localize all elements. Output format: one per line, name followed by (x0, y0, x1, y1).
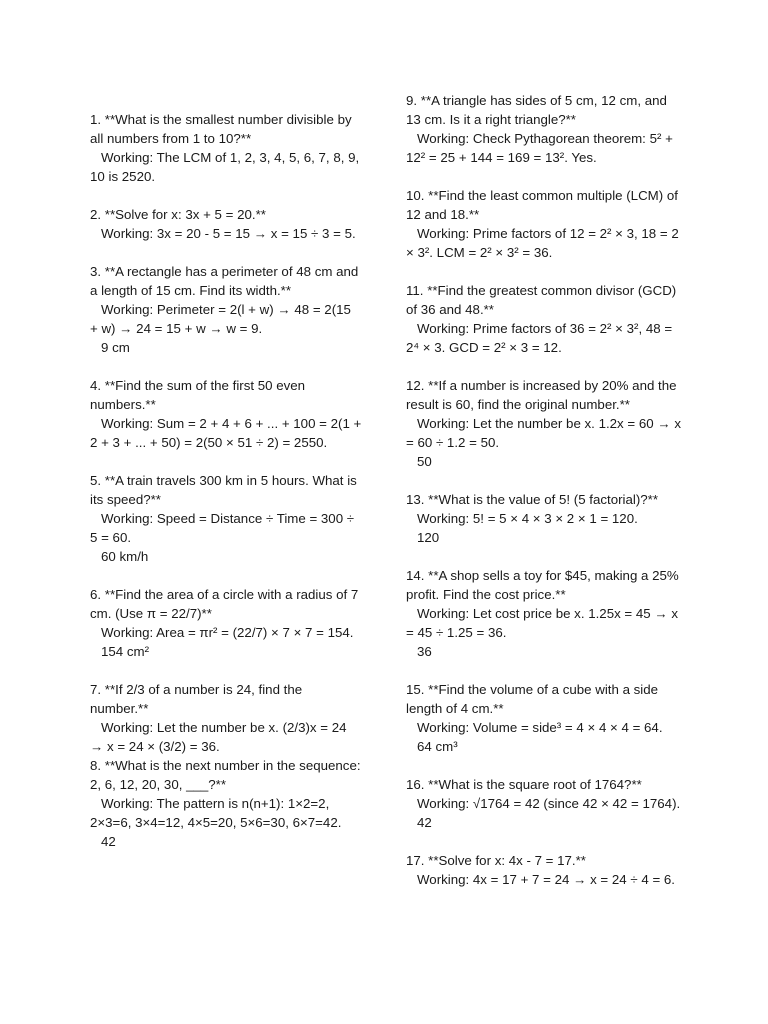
problem-5 (90, 471, 362, 566)
working-text: Working: Sum = 2 + 4 + 6 + ... + 100 = 2(1 + 2 + 3 + ... + 50) = 2(50 × 51 ÷ 2) = 2550. (90, 416, 362, 450)
question-text: 11. **Find the greatest common divisor (GCD) of 36 and 48.** (406, 283, 677, 317)
answer-text: 120 (417, 530, 440, 545)
working-text: Working: Perimeter = 2(l + w) → 48 = 2(15 + w) → 24 = 15 + w → w = 9. (90, 302, 351, 336)
working-text: Working: Area = πr² = (22/7) × 7 × 7 = 154. (101, 625, 354, 640)
problem-15 (406, 680, 682, 756)
question-text: 13. **What is the value of 5! (5 factorial)?** (406, 492, 659, 507)
right-column (406, 91, 682, 908)
answer-text: 154 cm² (101, 644, 150, 659)
working-text: Working: 5! = 5 × 4 × 3 × 2 × 1 = 120. (417, 511, 638, 526)
question-text: 9. **A triangle has sides of 5 cm, 12 cm, and 13 cm. Is it a right triangle?** (406, 93, 667, 127)
problem-4 (90, 376, 362, 452)
question-text: 16. **What is the square root of 1764?** (406, 777, 642, 792)
working-text: Working: 3x = 20 - 5 = 15 → x = 15 ÷ 3 = 5. (101, 226, 356, 241)
problem-14 (406, 566, 682, 661)
answer-text: 36 (417, 644, 432, 659)
problem-9 (406, 91, 682, 167)
question-text: 6. **Find the area of a circle with a radius of 7 cm. (Use π = 22/7)** (90, 587, 359, 621)
question-text: 10. **Find the least common multiple (LCM) of 12 and 18.** (406, 188, 678, 222)
working-text: Working: Speed = Distance ÷ Time = 300 ÷ 5 = 60. (90, 511, 355, 545)
question-text: 1. **What is the smallest number divisible by all numbers from 1 to 10?** (90, 112, 352, 146)
problem-16 (406, 775, 682, 832)
problem-17 (406, 851, 682, 889)
question-text: 14. **A shop sells a toy for $45, making a 25% profit. Find the cost price.** (406, 568, 679, 602)
problem-11 (406, 281, 682, 357)
problem-6 (90, 585, 362, 661)
working-text: Working: Let the number be x. 1.2x = 60 → x = 60 ÷ 1.2 = 50. (406, 416, 681, 450)
question-text: 15. **Find the volume of a cube with a side length of 4 cm.** (406, 682, 659, 716)
answer-text: 42 (417, 815, 432, 830)
answer-text: 9 cm (101, 340, 130, 355)
working-text: Working: Prime factors of 12 = 2² × 3, 18 = 2 × 3². LCM = 2² × 3² = 36. (406, 226, 679, 260)
working-text: Working: Check Pythagorean theorem: 5² + 12² = 25 + 144 = 169 = 13². Yes. (406, 131, 673, 165)
question-text: 8. **What is the next number in the sequence: 2, 6, 12, 20, 30, ___?** (90, 758, 361, 792)
answer-text: 42 (101, 834, 116, 849)
problem-7 (90, 680, 362, 756)
question-text: 2. **Solve for x: 3x + 5 = 20.** (90, 207, 266, 222)
working-text: Working: Let the number be x. (2/3)x = 24 → x = 24 × (3/2) = 36. (90, 720, 347, 754)
question-text: 5. **A train travels 300 km in 5 hours. What is its speed?** (90, 473, 357, 507)
answer-text: 50 (417, 454, 432, 469)
question-text: 17. **Solve for x: 4x - 7 = 17.** (406, 853, 586, 868)
problem-13 (406, 490, 682, 547)
problem-1 (90, 110, 362, 186)
question-text: 3. **A rectangle has a perimeter of 48 cm and a length of 15 cm. Find its width.** (90, 264, 359, 298)
answer-text: 60 km/h (101, 549, 149, 564)
left-column (90, 110, 362, 870)
working-text: Working: √1764 = 42 (since 42 × 42 = 1764). (417, 796, 681, 811)
working-text: Working: The pattern is n(n+1): 1×2=2, 2×3=6, 3×4=12, 4×5=20, 5×6=30, 6×7=42. (90, 796, 342, 830)
working-text: Working: Volume = side³ = 4 × 4 × 4 = 64. (417, 720, 663, 735)
problem-3 (90, 262, 362, 357)
problem-12 (406, 376, 682, 471)
working-text: Working: Prime factors of 36 = 2² × 3², 48 = 2⁴ × 3. GCD = 2² × 3 = 12. (406, 321, 673, 355)
answer-text: 64 cm³ (417, 739, 458, 754)
problem-10 (406, 186, 682, 262)
question-text: 4. **Find the sum of the first 50 even numbers.** (90, 378, 306, 412)
question-text: 12. **If a number is increased by 20% and the result is 60, find the original number.** (406, 378, 677, 412)
problem-2 (90, 205, 362, 243)
working-text: Working: The LCM of 1, 2, 3, 4, 5, 6, 7, 8, 9, 10 is 2520. (90, 150, 360, 184)
working-text: Working: Let cost price be x. 1.25x = 45 → x = 45 ÷ 1.25 = 36. (406, 606, 679, 640)
problem-8 (90, 756, 362, 851)
working-text: Working: 4x = 17 + 7 = 24 → x = 24 ÷ 4 = 6. (417, 872, 675, 887)
question-text: 7. **If 2/3 of a number is 24, find the number.** (90, 682, 303, 716)
